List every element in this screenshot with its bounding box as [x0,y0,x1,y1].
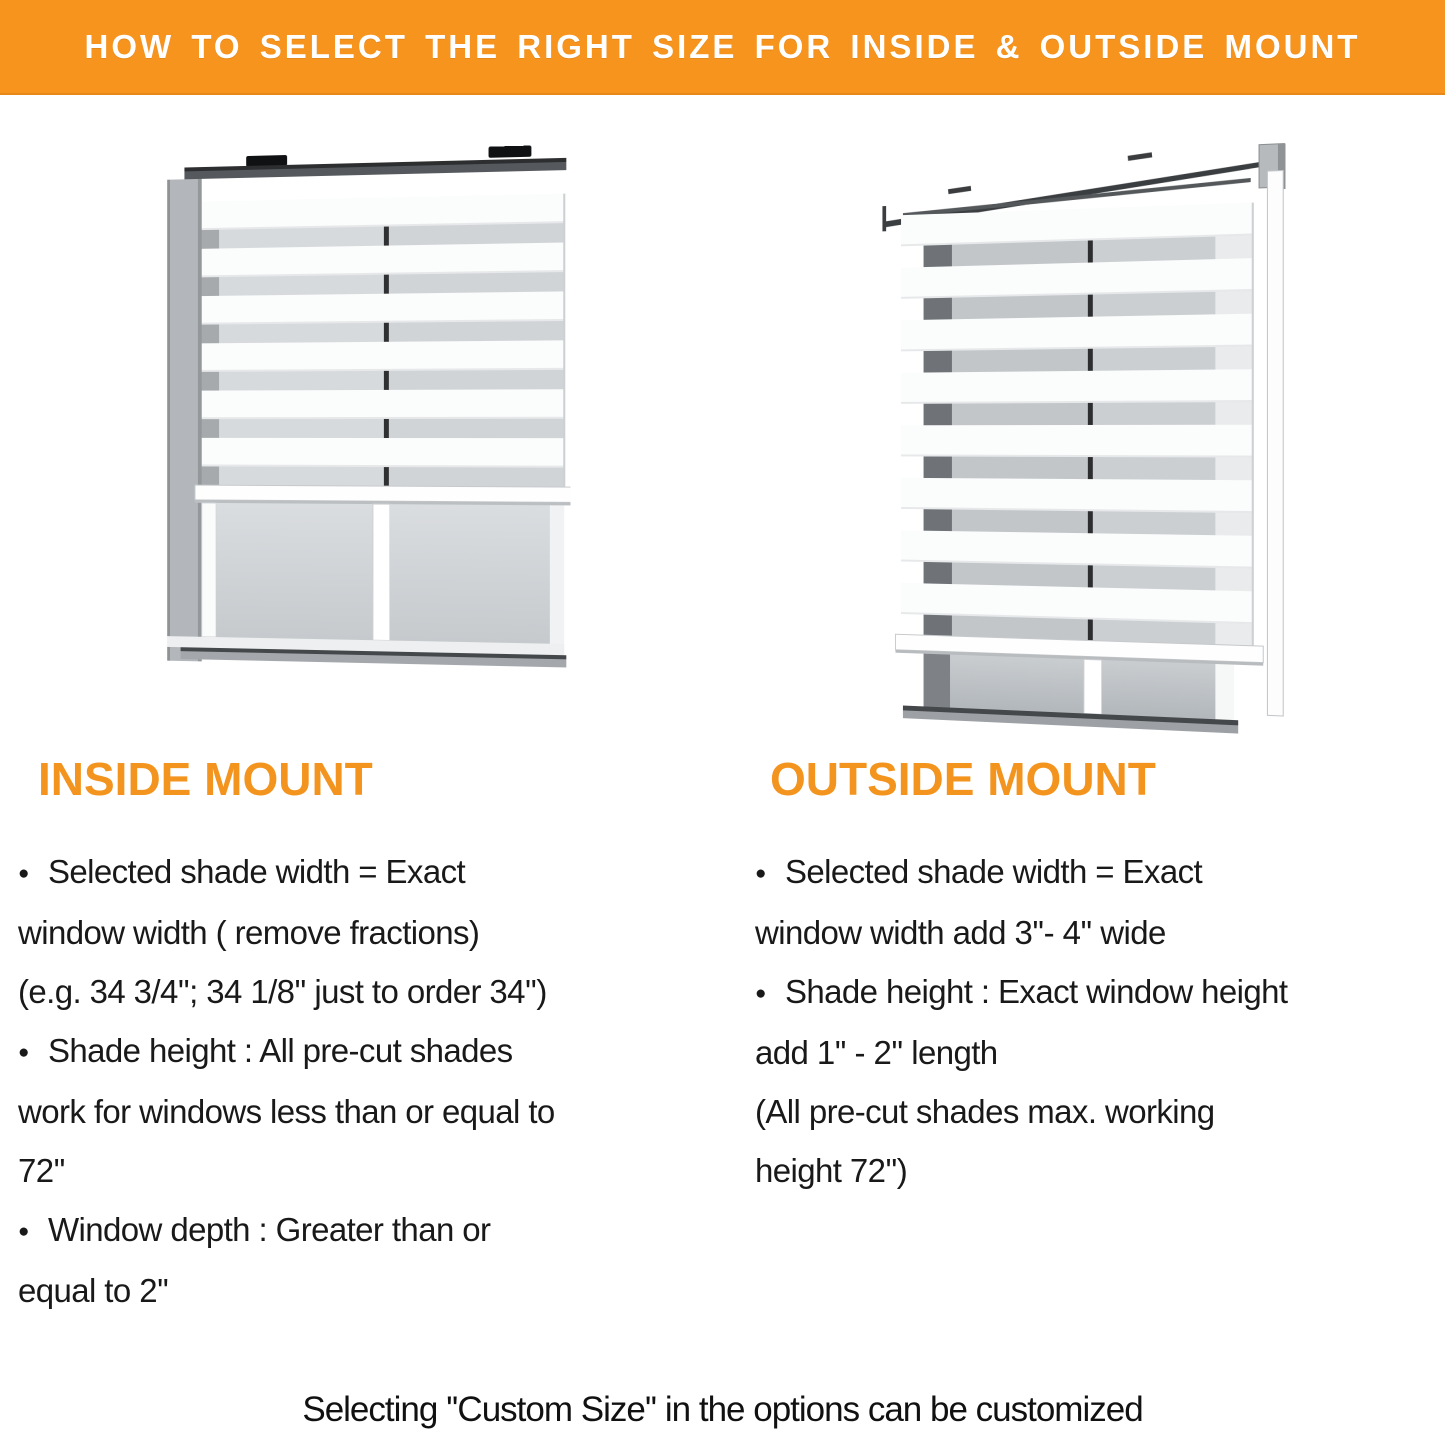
zebra-shade [895,202,1263,666]
text-line: height 72'') [755,1152,908,1189]
bullet-icon: ● [18,1221,30,1242]
side-channel [1267,170,1283,716]
outside-mount-illustration [866,143,1281,728]
inside-mount-heading: INSIDE MOUNT [38,753,373,805]
bullet-text: Shade height : All pre-cut shades [48,1032,513,1069]
banner [0,0,1445,95]
zebra-shade [195,193,570,505]
inside-mount-illustration [158,150,568,710]
text-line: equal to 2'' [18,1272,169,1309]
inside-mount-window-graphic [163,145,570,716]
text-line: (e.g. 34 3/4''; 34 1/8'' just to order 34'') [18,973,547,1010]
outside-mount-bullets [755,842,1435,1200]
inside-mount-bullets [18,842,718,1320]
banner-title: HOW TO SELECT THE RIGHT SIZE FOR INSIDE & OUTSIDE MOUNT [84,27,1361,65]
bullet-line [755,842,1435,903]
bullet-line [18,842,718,903]
text-line: work for windows less than or equal to [18,1093,555,1130]
bullet-line [755,962,1435,1023]
bullet-icon: ● [18,1042,30,1063]
bullet-line [18,1200,718,1261]
bullet-icon: ● [18,863,30,884]
bullet-text: Selected shade width = Exact [785,853,1203,890]
outside-mount-heading: OUTSIDE MOUNT [770,753,1156,805]
bullet-text: Selected shade width = Exact [48,853,466,890]
window-frame-left-jamb [167,179,202,662]
headrail [184,145,566,180]
bullet-line [18,1021,718,1082]
footer-note: Selecting ''Custom Size'' in the options can be customized [302,1390,1143,1429]
text-line: window width ( remove fractions) [18,914,480,951]
text-line: 72'' [18,1152,65,1189]
text-line: window width add 3''- 4'' wide [755,914,1166,951]
lower-window [167,503,566,668]
text-line: (All pre-cut shades max. working [755,1093,1215,1130]
lower-window [903,653,1238,734]
bullet-text: Window depth : Greater than or [48,1211,491,1248]
bullet-text: Shade height : Exact window height [785,973,1288,1010]
bullet-icon: ● [755,863,767,884]
outside-mount-window-graphic [875,133,1285,738]
text-line: add 1'' - 2'' length [755,1034,998,1071]
bullet-icon: ● [755,983,767,1004]
